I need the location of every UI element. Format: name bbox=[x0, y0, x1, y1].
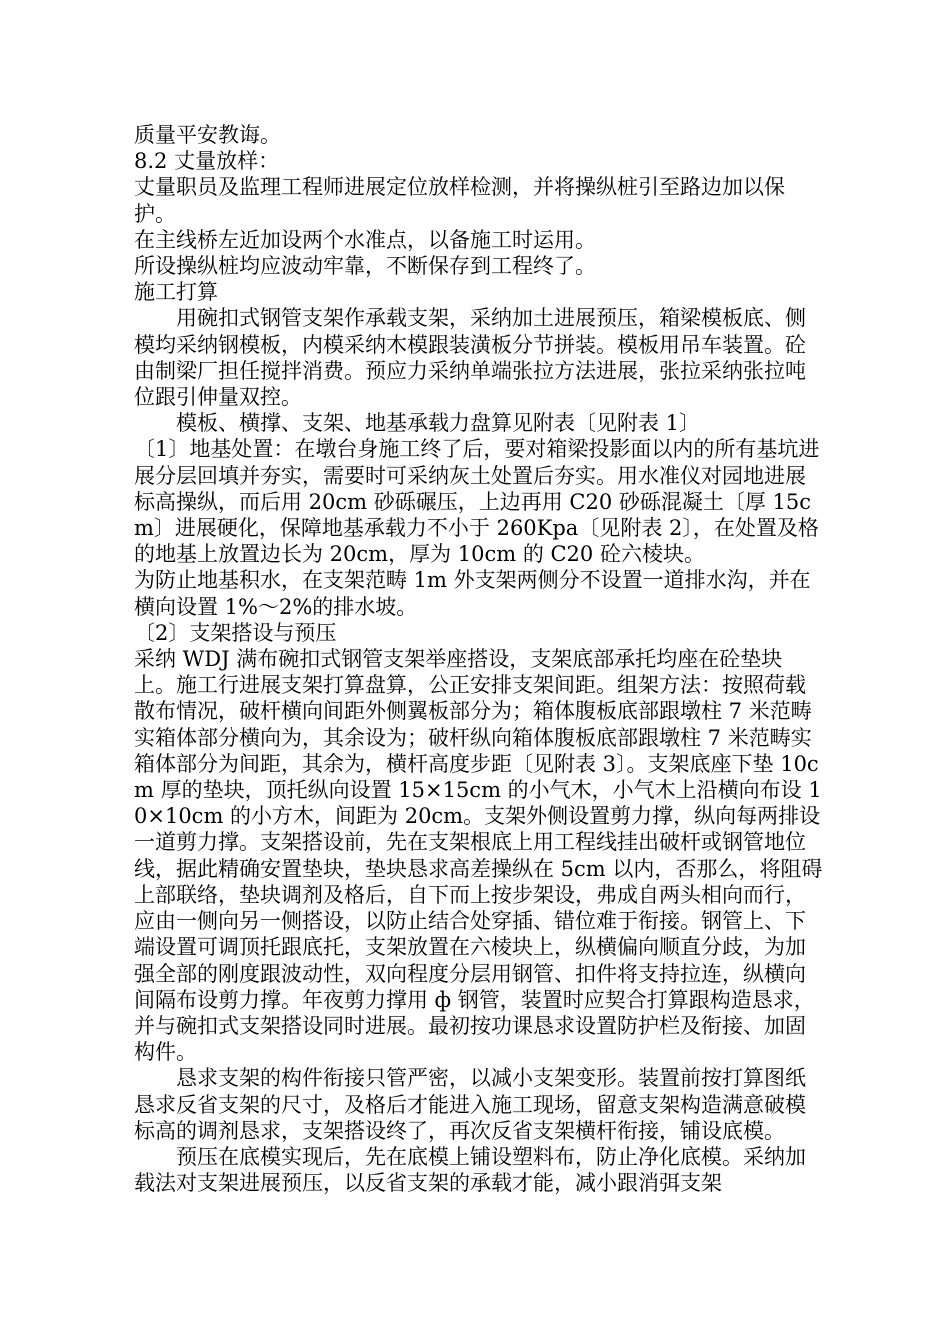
section-heading-surveying: 8.2 丈量放样： bbox=[134, 149, 280, 174]
paragraph-preloading: 预压在底模实现后，先在底模上铺设塑料布，防止净化底模。采纳加载法对支架进展预压，以反省支架的承载才能，减小跟消弭支架 bbox=[134, 1144, 806, 1196]
paragraph-calculation-reference: 模板、横撑、支架、地基承载力盘算见附表〔见附表 1〕 bbox=[176, 411, 701, 436]
document-body bbox=[134, 122, 824, 1196]
paragraph-foundation-treatment: 〔1〕地基处置：在墩台身施工终了后，要对箱梁投影面以内的所有基坑进展分层回填并夯实，需要时可采纳灰土处置后夯实。用水准仪对园地进展标高操纵，而后用 20cm 砂砾碾压，上边再用 C20 砂砾混凝土〔厚 15cm〕进展硬化，保障地基承载力不小于 260Kpa〔见附表 2〕，在处置及格的地基上放置边长为 20cm，厚为 10cm 的 C20 砼六棱块。 bbox=[134, 437, 820, 567]
section-heading-scaffold-preload: 〔2〕支架搭设与预压 bbox=[134, 620, 337, 645]
paragraph-scaffold-erection: 采纳 WDJ 满布碗扣式钢管支架举座搭设，支架底部承托均座在砼垫块上。施工行进展支架打算盘算，公正安排支架间距。组架方法：按照荷载散布情况，破杆横向间距外侧翼板部分为；箱体腹板底部跟墩柱 7 米范畴实箱体部分横向为，其余设为；破杆纵向箱体腹板底部跟墩柱 7 米范畴实箱体部分为间距，其余为，横杆高度步距〔见附表 3〕。支架底座下垫 10cm 厚的垫块，顶托纵向设置 15×15cm 的小气木，小气木上沿横向布设 10×10cm 的小方木，间距为 20cm。支架外侧设置剪力撑，纵向每两排设一道剪力撑。支架搭设前，先在支架根底上用工程线挂出破杆或钢管地位线，据此精确安置垫块，垫块恳求高差操纵在 5cm 以内，否那么，将阻碍上部联络，垫块调剂及格后，自下而上按步架设，弗成自两头相向而行，应由一侧向另一侧搭设，以防止结合处穿插、错位难于衔接。钢管上、下端设置可调顶托跟底托，支架放置在六棱块上，纵横偏向顺直分歧，为加强全部的刚度跟波动性，双向程度分层用钢管、扣件将支持拉连，纵横向间隔布设剪力撑。年夜剪力撑用 ф 钢管，装置时应契合打算跟构造恳求，并与碗扣式支架搭设同时进展。最初按功课恳求设置防护栏及衔接、加固构件。 bbox=[134, 647, 823, 1065]
paragraph-quality-safety: 质量平安教诲。 bbox=[134, 123, 281, 147]
paragraph-benchmarks: 在主线桥左近加设两个水准点，以备施工时运用。 bbox=[134, 227, 596, 252]
paragraph-drainage: 为防止地基积水，在支架范畴 1m 外支架两侧分不设置一道排水沟，并在横向设置 1%～2%的排水坡。 bbox=[134, 568, 811, 619]
paragraph-component-connection: 恳求支架的构件衔接只管严密，以减小支架变形。装置前按打算图纸恳求反省支架的尺寸，及格后才能进入施工现场，留意支架构造满意破模标高的调剂恳求，支架搭设终了，再次反省支架横杆衔接，铺设底模。 bbox=[134, 1066, 806, 1143]
paragraph-control-stakes: 所设操纵桩均应波动牢靠，不断保存到工程终了。 bbox=[134, 254, 596, 279]
section-heading-construction-plan: 施工打算 bbox=[134, 280, 218, 305]
paragraph-support-scheme: 用碗扣式钢管支架作承载支架，采纳加土进展预压，箱梁模板底、侧模均采纳钢模板，内模采纳木模跟装潢板分节拼装。模板用吊车装置。砼由制梁厂担任搅拌消费。预应力采纳单端张拉方法进展，张拉采纳张拉吨位跟引伸量双控。 bbox=[134, 306, 806, 410]
paragraph-surveying-staff: 丈量职员及监理工程师进展定位放样检测，并将操纵桩引至路边加以保护。 bbox=[134, 175, 785, 226]
